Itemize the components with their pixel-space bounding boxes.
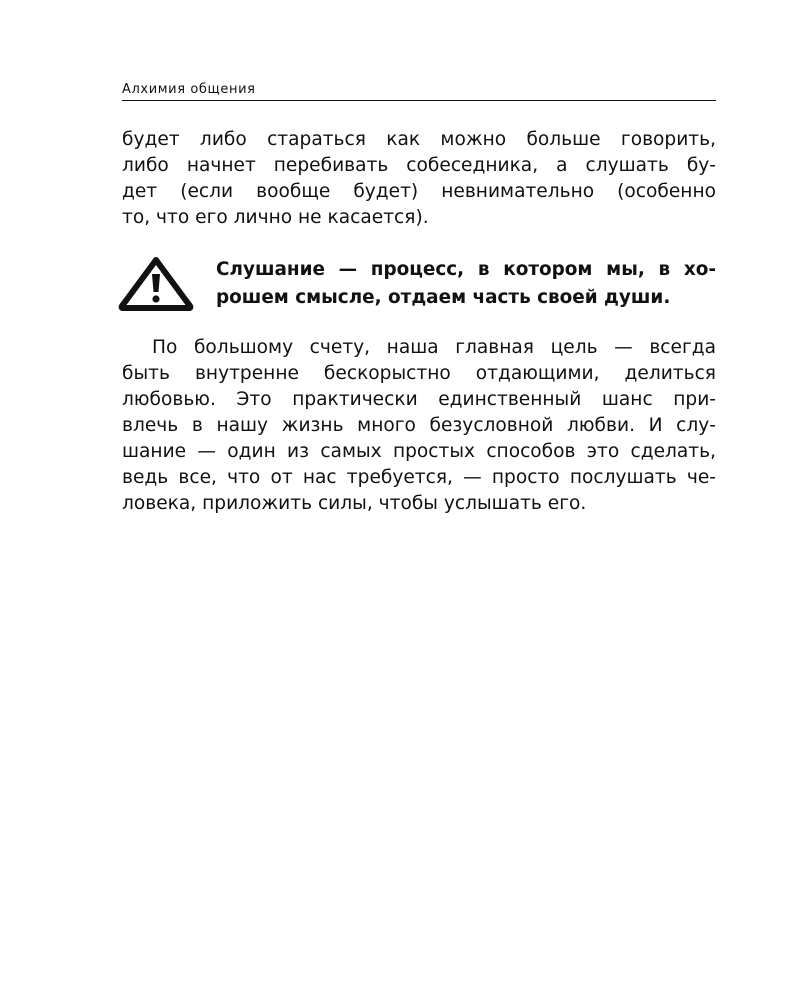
warning-triangle-icon [118,256,194,312]
text-line: то, что его лично не касается). [122,207,429,228]
callout [118,256,716,316]
paragraph-1 [122,127,716,231]
text-line: дет (если вообще будет) невнимательно (особенно [122,181,716,202]
callout-text [216,256,716,312]
text-line: любовью. Это практически единственный шанс при- [122,389,716,410]
text-line: По большому счету, наша главная цель — всегда [152,337,716,358]
text-line: влечь в нашу жизнь много безусловной любви. И слу- [122,415,716,436]
text-line: либо начнет перебивать собеседника, а слушать бу- [122,155,716,176]
text-line: Слушание — процесс, в котором мы, в хо- [216,259,716,280]
text-line: будет либо стараться как можно больше говорить, [122,129,716,150]
header-rule [122,100,716,101]
text-line: быть внутренне бескорыстно отдающими, делиться [122,363,716,384]
text-line: ловека, приложить силы, чтобы услышать его. [122,493,587,514]
text-line: рошем смысле, отдаем часть своей души. [216,287,671,308]
text-line: ведь все, что от нас требуется, — просто послушать че- [122,467,716,488]
text-line: шание — один из самых простых способов это сделать, [122,441,716,462]
running-header: Алхимия общения [122,82,256,97]
paragraph-2 [122,335,716,517]
